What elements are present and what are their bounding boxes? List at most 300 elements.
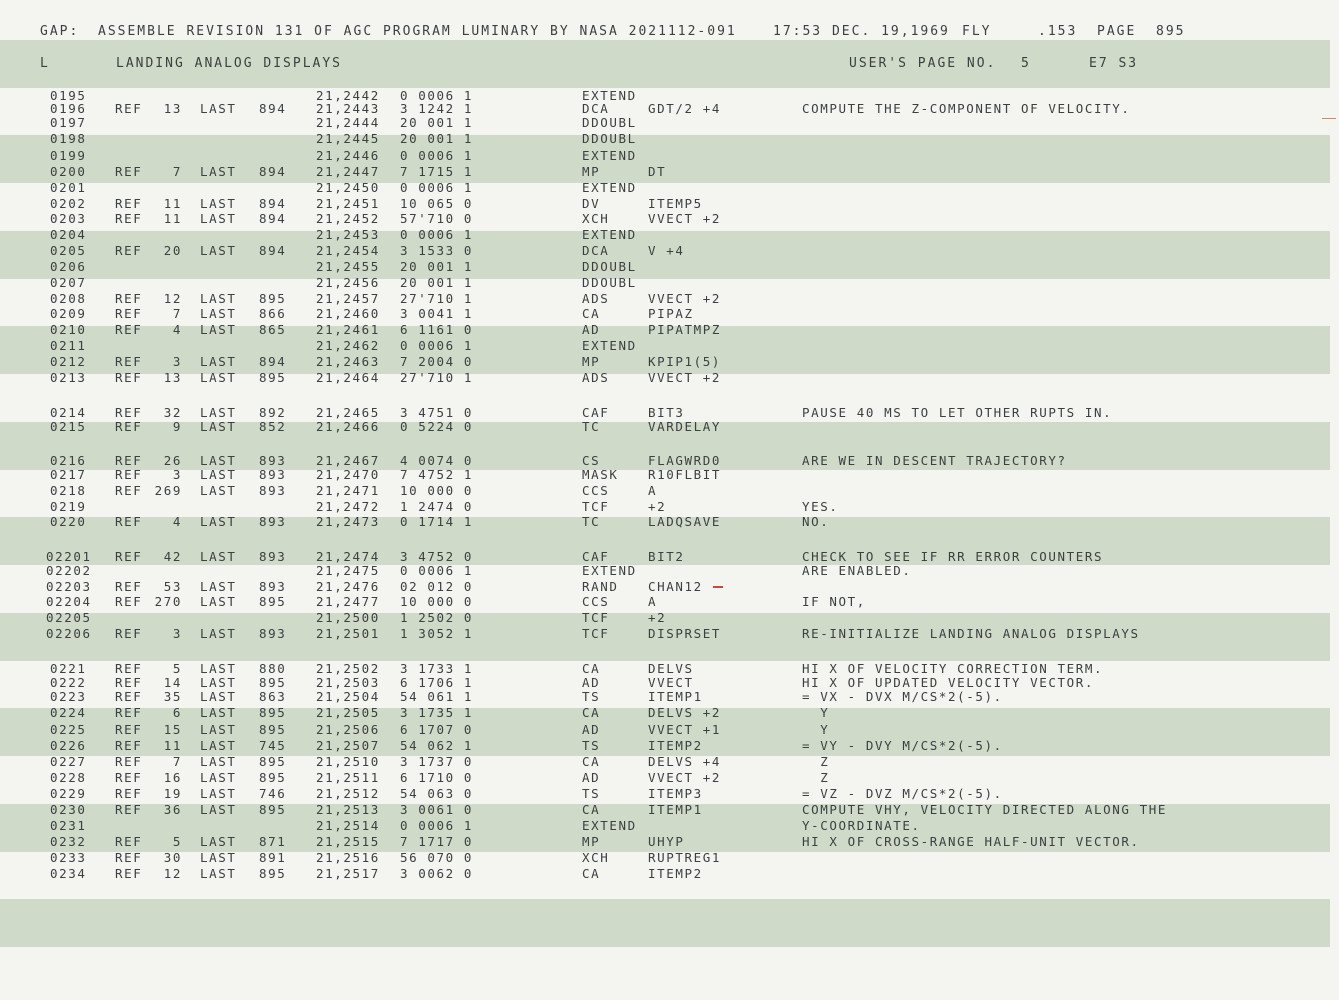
row-line-number: 0220 [50, 514, 87, 529]
row-operand: VVECT +2 [648, 291, 722, 306]
row-operand: R10FLBIT [648, 467, 722, 482]
row-ref-count: 3 [172, 467, 182, 482]
row-line-number: 0223 [50, 689, 87, 704]
row-opcode: EXTEND [582, 148, 637, 163]
row-operand: BIT2 [648, 549, 685, 564]
row-octal-data: 0 0006 1 [400, 180, 474, 195]
row-ref-label: REF [115, 738, 143, 753]
row-last-label: LAST [200, 306, 237, 321]
row-last-label: LAST [200, 549, 237, 564]
row-line-number: 0229 [50, 786, 87, 801]
row-address: 21,2462 [316, 338, 380, 353]
row-octal-data: 0 0006 1 [400, 563, 474, 578]
row-operand: V +4 [648, 243, 685, 258]
row-octal-data: 0 0006 1 [400, 148, 474, 163]
row-ref-label: REF [115, 770, 143, 785]
row-ref-label: REF [115, 164, 143, 179]
row-last-page: 863 [259, 689, 287, 704]
row-operand: KPIP1(5) [648, 354, 722, 369]
row-octal-data: 3 1733 1 [400, 661, 474, 676]
row-operand: ITEMP1 [648, 802, 703, 817]
row-octal-data: 10 000 0 [400, 594, 474, 609]
row-last-page: 894 [259, 243, 287, 258]
row-last-page: 895 [259, 370, 287, 385]
row-operand: VVECT +2 [648, 370, 722, 385]
red-pen-mark [713, 586, 723, 588]
row-line-number: 0204 [50, 227, 87, 242]
row-operand: A [648, 594, 658, 609]
row-octal-data: 1 2502 0 [400, 610, 474, 625]
row-opcode: CAF [582, 549, 610, 564]
row-last-page: 871 [259, 834, 287, 849]
row-operand: CHAN12 [648, 579, 703, 594]
row-opcode: AD [582, 722, 601, 737]
row-last-label: LAST [200, 834, 237, 849]
row-address: 21,2504 [316, 689, 380, 704]
row-comment: NO. [802, 514, 830, 529]
row-last-label: LAST [200, 467, 237, 482]
row-last-page: 895 [259, 291, 287, 306]
row-octal-data: 3 0062 0 [400, 866, 474, 881]
header-seq: .153 [1038, 24, 1078, 39]
row-last-label: LAST [200, 866, 237, 881]
row-operand: +2 [648, 499, 667, 514]
row-comment: Z [802, 770, 830, 785]
row-comment: ARE WE IN DESCENT TRAJECTORY? [802, 453, 1067, 468]
row-address: 21,2473 [316, 514, 380, 529]
header-flag: FLY [962, 24, 992, 39]
row-octal-data: 6 1706 1 [400, 675, 474, 690]
row-octal-data: 1 2474 0 [400, 499, 474, 514]
row-last-page: 866 [259, 306, 287, 321]
row-last-page: 880 [259, 661, 287, 676]
row-ref-label: REF [115, 834, 143, 849]
row-line-number: 0228 [50, 770, 87, 785]
row-comment: YES. [802, 499, 839, 514]
row-line-number: 0233 [50, 850, 87, 865]
row-ref-label: REF [115, 626, 143, 641]
row-address: 21,2511 [316, 770, 380, 785]
users-page-num: 5 [1021, 56, 1031, 71]
row-operand: ITEMP3 [648, 786, 703, 801]
row-opcode: CA [582, 866, 601, 881]
row-comment: COMPUTE VHY, VELOCITY DIRECTED ALONG THE [802, 802, 1168, 817]
header-assemble: ASSEMBLE REVISION 131 OF AGC PROGRAM LUMINARY BY NASA 2021112-091 [98, 24, 737, 39]
row-last-label: LAST [200, 196, 237, 211]
margin-mark [1322, 118, 1336, 119]
row-last-page: 895 [259, 770, 287, 785]
row-last-label: LAST [200, 483, 237, 498]
row-octal-data: 3 4751 0 [400, 405, 474, 420]
row-ref-label: REF [115, 243, 143, 258]
row-octal-data: 3 1735 1 [400, 705, 474, 720]
row-last-label: LAST [200, 164, 237, 179]
row-comment: Y [802, 705, 830, 720]
row-opcode: XCH [582, 211, 610, 226]
row-octal-data: 10 000 0 [400, 483, 474, 498]
row-address: 21,2470 [316, 467, 380, 482]
row-line-number: 0221 [50, 661, 87, 676]
row-last-page: 894 [259, 101, 287, 116]
row-last-page: 894 [259, 196, 287, 211]
row-opcode: DDOUBL [582, 131, 637, 146]
row-ref-count: 12 [163, 291, 182, 306]
row-last-label: LAST [200, 101, 237, 116]
row-opcode: DCA [582, 101, 610, 116]
row-address: 21,2460 [316, 306, 380, 321]
row-last-page: 895 [259, 705, 287, 720]
row-ref-label: REF [115, 754, 143, 769]
row-ref-count: 32 [163, 405, 182, 420]
row-address: 21,2471 [316, 483, 380, 498]
row-address: 21,2507 [316, 738, 380, 753]
row-last-page: 893 [259, 626, 287, 641]
row-ref-count: 30 [163, 850, 182, 865]
row-octal-data: 54 061 1 [400, 689, 474, 704]
row-address: 21,2456 [316, 275, 380, 290]
row-address: 21,2477 [316, 594, 380, 609]
row-octal-data: 02 012 0 [400, 579, 474, 594]
row-octal-data: 20 001 1 [400, 115, 474, 130]
row-operand: ITEMP5 [648, 196, 703, 211]
row-opcode: TS [582, 738, 601, 753]
row-comment: ARE ENABLED. [802, 563, 912, 578]
row-ref-count: 20 [163, 243, 182, 258]
row-ref-count: 11 [163, 196, 182, 211]
row-operand: A [648, 483, 658, 498]
row-opcode: AD [582, 675, 601, 690]
row-ref-count: 16 [163, 770, 182, 785]
row-octal-data: 0 5224 0 [400, 419, 474, 434]
row-ref-label: REF [115, 101, 143, 116]
row-opcode: EXTEND [582, 180, 637, 195]
row-octal-data: 0 0006 1 [400, 88, 474, 103]
row-ref-count: 42 [163, 549, 182, 564]
row-ref-label: REF [115, 675, 143, 690]
row-address: 21,2446 [316, 148, 380, 163]
row-last-label: LAST [200, 211, 237, 226]
row-ref-count: 53 [163, 579, 182, 594]
row-line-number: 0199 [50, 148, 87, 163]
row-address: 21,2454 [316, 243, 380, 258]
row-line-number: 0227 [50, 754, 87, 769]
row-octal-data: 3 1533 0 [400, 243, 474, 258]
row-octal-data: 27'710 1 [400, 370, 474, 385]
header-timestamp: 17:53 DEC. 19,1969 [773, 24, 950, 39]
row-opcode: CA [582, 705, 601, 720]
row-line-number: 02206 [46, 626, 92, 641]
row-octal-data: 20 001 1 [400, 131, 474, 146]
row-opcode: ADS [582, 291, 610, 306]
row-opcode: EXTEND [582, 563, 637, 578]
row-ref-count: 5 [172, 834, 182, 849]
row-last-page: 895 [259, 722, 287, 737]
row-address: 21,2475 [316, 563, 380, 578]
row-operand: ITEMP2 [648, 738, 703, 753]
row-ref-count: 5 [172, 661, 182, 676]
row-address: 21,2516 [316, 850, 380, 865]
section-title: LANDING ANALOG DISPLAYS [116, 56, 343, 71]
row-ref-label: REF [115, 419, 143, 434]
row-opcode: DDOUBL [582, 115, 637, 130]
row-octal-data: 3 0041 1 [400, 306, 474, 321]
row-last-page: 891 [259, 850, 287, 865]
subheader-marker: L [40, 56, 50, 71]
row-operand: VARDELAY [648, 419, 722, 434]
row-line-number: 0216 [50, 453, 87, 468]
row-octal-data: 20 001 1 [400, 259, 474, 274]
row-last-label: LAST [200, 419, 237, 434]
row-line-number: 02202 [46, 563, 92, 578]
row-octal-data: 0 1714 1 [400, 514, 474, 529]
row-last-label: LAST [200, 354, 237, 369]
row-last-label: LAST [200, 594, 237, 609]
row-address: 21,2513 [316, 802, 380, 817]
row-operand: FLAGWRD0 [648, 453, 722, 468]
row-address: 21,2501 [316, 626, 380, 641]
row-last-page: 865 [259, 322, 287, 337]
row-line-number: 0209 [50, 306, 87, 321]
row-opcode: EXTEND [582, 227, 637, 242]
row-operand: LADQSAVE [648, 514, 722, 529]
row-ref-label: REF [115, 786, 143, 801]
row-line-number: 02204 [46, 594, 92, 609]
row-ref-count: 4 [172, 322, 182, 337]
row-line-number: 0212 [50, 354, 87, 369]
row-address: 21,2442 [316, 88, 380, 103]
row-comment: RE-INITIALIZE LANDING ANALOG DISPLAYS [802, 626, 1140, 641]
row-opcode: ADS [582, 370, 610, 385]
row-line-number: 0225 [50, 722, 87, 737]
row-address: 21,2461 [316, 322, 380, 337]
row-address: 21,2443 [316, 101, 380, 116]
row-comment: Z [802, 754, 830, 769]
row-ref-label: REF [115, 405, 143, 420]
row-line-number: 02203 [46, 579, 92, 594]
row-comment: PAUSE 40 MS TO LET OTHER RUPTS IN. [802, 405, 1113, 420]
row-octal-data: 7 1715 1 [400, 164, 474, 179]
row-line-number: 0205 [50, 243, 87, 258]
row-octal-data: 27'710 1 [400, 291, 474, 306]
row-last-page: 895 [259, 675, 287, 690]
row-last-label: LAST [200, 243, 237, 258]
row-last-label: LAST [200, 675, 237, 690]
row-last-label: LAST [200, 661, 237, 676]
row-last-label: LAST [200, 850, 237, 865]
row-last-label: LAST [200, 802, 237, 817]
row-opcode: TCF [582, 610, 610, 625]
row-line-number: 0234 [50, 866, 87, 881]
row-last-page: 746 [259, 786, 287, 801]
row-line-number: 0231 [50, 818, 87, 833]
row-ref-label: REF [115, 689, 143, 704]
row-operand: VVECT +1 [648, 722, 722, 737]
users-page-label: USER'S PAGE NO. [849, 56, 997, 71]
row-address: 21,2502 [316, 661, 380, 676]
row-operand: GDT/2 +4 [648, 101, 722, 116]
row-ref-label: REF [115, 514, 143, 529]
row-address: 21,2465 [316, 405, 380, 420]
row-operand: +2 [648, 610, 667, 625]
row-opcode: DDOUBL [582, 275, 637, 290]
row-ref-label: REF [115, 722, 143, 737]
row-last-label: LAST [200, 453, 237, 468]
row-octal-data: 0 0006 1 [400, 338, 474, 353]
row-octal-data: 7 4752 1 [400, 467, 474, 482]
row-address: 21,2463 [316, 354, 380, 369]
row-line-number: 0208 [50, 291, 87, 306]
paper-band [0, 899, 1330, 947]
row-opcode: MASK [582, 467, 619, 482]
row-address: 21,2447 [316, 164, 380, 179]
row-opcode: TC [582, 514, 601, 529]
row-ref-label: REF [115, 661, 143, 676]
row-ref-count: 13 [163, 101, 182, 116]
row-operand: PIPAZ [648, 306, 694, 321]
row-operand: VVECT [648, 675, 694, 690]
row-last-page: 895 [259, 802, 287, 817]
row-opcode: EXTEND [582, 818, 637, 833]
row-last-label: LAST [200, 626, 237, 641]
row-operand: DELVS +2 [648, 705, 722, 720]
row-opcode: CS [582, 453, 601, 468]
row-address: 21,2512 [316, 786, 380, 801]
row-last-label: LAST [200, 786, 237, 801]
row-opcode: CA [582, 661, 601, 676]
row-octal-data: 3 1737 0 [400, 754, 474, 769]
row-address: 21,2464 [316, 370, 380, 385]
row-opcode: AD [582, 322, 601, 337]
row-line-number: 0217 [50, 467, 87, 482]
row-line-number: 0203 [50, 211, 87, 226]
row-octal-data: 54 062 1 [400, 738, 474, 753]
row-last-page: 895 [259, 594, 287, 609]
row-ref-label: REF [115, 370, 143, 385]
row-last-label: LAST [200, 722, 237, 737]
row-opcode: TCF [582, 626, 610, 641]
row-ref-label: REF [115, 866, 143, 881]
row-address: 21,2515 [316, 834, 380, 849]
row-line-number: 0218 [50, 483, 87, 498]
row-octal-data: 4 0074 0 [400, 453, 474, 468]
row-opcode: RAND [582, 579, 619, 594]
row-octal-data: 3 1242 1 [400, 101, 474, 116]
row-ref-label: REF [115, 291, 143, 306]
row-address: 21,2517 [316, 866, 380, 881]
row-comment: HI X OF CROSS-RANGE HALF-UNIT VECTOR. [802, 834, 1140, 849]
row-address: 21,2472 [316, 499, 380, 514]
row-line-number: 0232 [50, 834, 87, 849]
header-prefix: GAP: [40, 24, 80, 39]
row-address: 21,2452 [316, 211, 380, 226]
row-octal-data: 0 0006 1 [400, 227, 474, 242]
row-ref-count: 6 [172, 705, 182, 720]
row-operand: DISPRSET [648, 626, 722, 641]
row-opcode: EXTEND [582, 88, 637, 103]
row-octal-data: 6 1710 0 [400, 770, 474, 785]
row-octal-data: 1 3052 1 [400, 626, 474, 641]
row-ref-label: REF [115, 594, 143, 609]
row-operand: BIT3 [648, 405, 685, 420]
row-opcode: CCS [582, 594, 610, 609]
row-last-page: 852 [259, 419, 287, 434]
row-line-number: 0197 [50, 115, 87, 130]
row-ref-count: 3 [172, 354, 182, 369]
row-line-number: 0195 [50, 88, 87, 103]
row-ref-count: 7 [172, 306, 182, 321]
row-opcode: CA [582, 802, 601, 817]
row-octal-data: 7 2004 0 [400, 354, 474, 369]
row-last-label: LAST [200, 705, 237, 720]
row-address: 21,2500 [316, 610, 380, 625]
row-opcode: XCH [582, 850, 610, 865]
row-operand: RUPTREG1 [648, 850, 722, 865]
row-ref-label: REF [115, 354, 143, 369]
row-operand: UHYP [648, 834, 685, 849]
row-ref-label: REF [115, 211, 143, 226]
row-operand: VVECT +2 [648, 770, 722, 785]
row-last-label: LAST [200, 370, 237, 385]
row-ref-count: 13 [163, 370, 182, 385]
row-last-page: 894 [259, 354, 287, 369]
row-ref-label: REF [115, 579, 143, 594]
row-line-number: 0210 [50, 322, 87, 337]
row-ref-label: REF [115, 306, 143, 321]
row-ref-count: 3 [172, 626, 182, 641]
row-comment: = VY - DVY M/CS*2(-5). [802, 738, 1003, 753]
row-octal-data: 10 065 0 [400, 196, 474, 211]
row-ref-label: REF [115, 322, 143, 337]
row-ref-label: REF [115, 453, 143, 468]
row-address: 21,2455 [316, 259, 380, 274]
row-octal-data: 0 0006 1 [400, 818, 474, 833]
row-address: 21,2474 [316, 549, 380, 564]
row-line-number: 0201 [50, 180, 87, 195]
row-opcode: CAF [582, 405, 610, 420]
row-last-page: 894 [259, 164, 287, 179]
row-line-number: 0213 [50, 370, 87, 385]
row-line-number: 0211 [50, 338, 87, 353]
row-operand: PIPATMPZ [648, 322, 722, 337]
row-line-number: 0226 [50, 738, 87, 753]
row-octal-data: 3 0061 0 [400, 802, 474, 817]
row-last-page: 893 [259, 579, 287, 594]
row-opcode: DV [582, 196, 601, 211]
row-ref-count: 270 [154, 594, 182, 609]
row-octal-data: 3 4752 0 [400, 549, 474, 564]
row-line-number: 0215 [50, 419, 87, 434]
row-address: 21,2514 [316, 818, 380, 833]
row-operand: ITEMP1 [648, 689, 703, 704]
row-opcode: DDOUBL [582, 259, 637, 274]
row-address: 21,2457 [316, 291, 380, 306]
row-line-number: 0200 [50, 164, 87, 179]
row-opcode: MP [582, 354, 601, 369]
row-opcode: MP [582, 164, 601, 179]
row-line-number: 0202 [50, 196, 87, 211]
row-last-page: 894 [259, 211, 287, 226]
row-ref-label: REF [115, 850, 143, 865]
row-ref-label: REF [115, 196, 143, 211]
row-last-label: LAST [200, 579, 237, 594]
row-last-page: 893 [259, 467, 287, 482]
row-line-number: 0214 [50, 405, 87, 420]
row-ref-label: REF [115, 802, 143, 817]
row-last-label: LAST [200, 405, 237, 420]
row-ref-count: 4 [172, 514, 182, 529]
row-octal-data: 20 001 1 [400, 275, 474, 290]
row-address: 21,2444 [316, 115, 380, 130]
